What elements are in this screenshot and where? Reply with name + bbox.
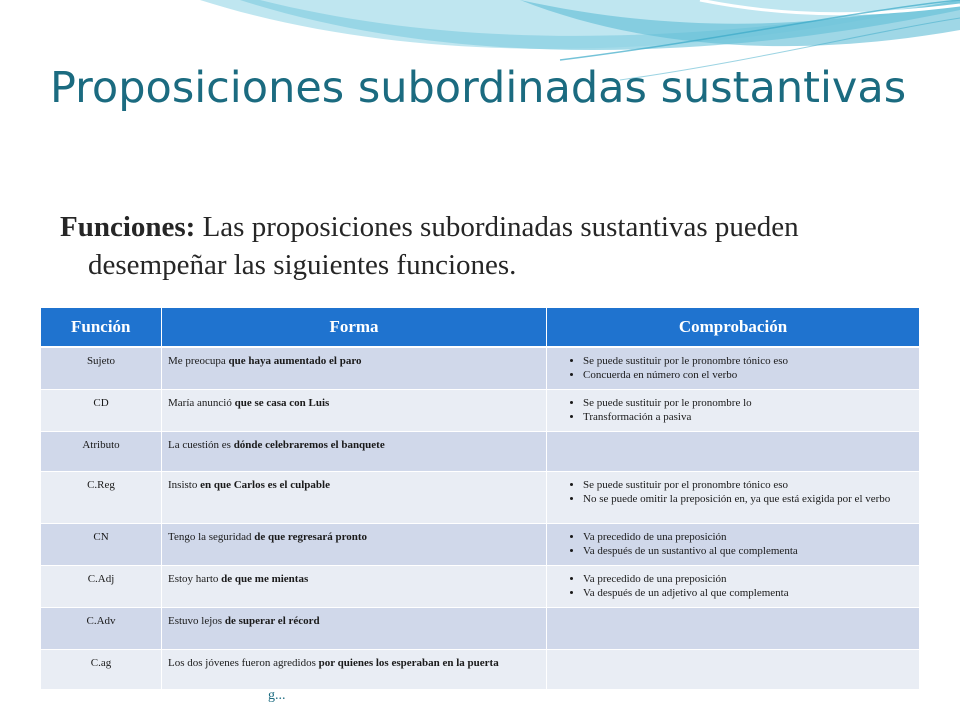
intro-label: Funciones: (60, 211, 196, 243)
cell-funcion: Atributo (41, 431, 162, 471)
list-item: • No se puede omitir la preposición en, ya que está exigida por el verbo (583, 492, 913, 506)
table-row (41, 431, 920, 471)
forma-subordinate: dónde celebraremos el banquete (233, 438, 385, 451)
intro-paragraph (60, 208, 920, 284)
list-item: • Se puede sustituir por le pronombre lo (583, 396, 913, 410)
cell-forma (162, 471, 547, 523)
cell-comprobacion (547, 431, 920, 471)
list-item: • Va después de un sustantivo al que complementa (583, 544, 913, 558)
forma-text: María anunció (168, 396, 235, 409)
functions-table (40, 308, 920, 690)
comprobacion-list (553, 396, 913, 424)
table-row (41, 649, 920, 689)
table-row (41, 471, 920, 523)
cell-comprobacion (547, 471, 920, 523)
table-header-row (41, 308, 920, 347)
header-forma: Forma (162, 308, 547, 347)
cell-comprobacion (547, 607, 920, 649)
list-item: • Concuerda en número con el verbo (583, 368, 913, 382)
cell-comprobacion (547, 565, 920, 607)
forma-text: Insisto (168, 478, 201, 491)
forma-text: Tengo la seguridad (168, 530, 255, 543)
cell-forma (162, 389, 547, 431)
comprobacion-list (553, 572, 913, 600)
header-comprobacion: Comprobación (547, 308, 920, 347)
intro-text: Las proposiciones subordinadas sustantivas pueden desempeñar las siguientes funciones. (88, 211, 799, 281)
table-row (41, 389, 920, 431)
list-item: • Se puede sustituir por el pronombre tónico eso (583, 478, 913, 492)
forma-subordinate: por quienes los esperaban en la puerta (318, 656, 499, 669)
forma-subordinate: en que Carlos es el culpable (200, 478, 330, 491)
table-row (41, 607, 920, 649)
cell-forma (162, 523, 547, 565)
table-row (41, 523, 920, 565)
cell-funcion: C.ag (41, 649, 162, 689)
forma-text: La cuestión es (168, 438, 234, 451)
forma-text: Estoy harto (168, 572, 222, 585)
forma-subordinate: de que me mientas (221, 572, 309, 585)
footer-caption: g... (268, 688, 286, 703)
comprobacion-list (553, 478, 913, 506)
cell-comprobacion (547, 389, 920, 431)
cell-forma (162, 431, 547, 471)
forma-text: Los dos jóvenes fueron agredidos (168, 656, 319, 669)
table-row (41, 565, 920, 607)
cell-forma (162, 347, 547, 389)
cell-comprobacion (547, 523, 920, 565)
table-row (41, 347, 920, 389)
cell-funcion: C.Adv (41, 607, 162, 649)
forma-text: Estuvo lejos (168, 614, 225, 627)
list-item: • Va precedido de una preposición (583, 530, 913, 544)
header-funcion: Función (41, 308, 162, 347)
forma-subordinate: que haya aumentado el paro (228, 355, 362, 367)
cell-funcion: C.Adj (41, 565, 162, 607)
forma-subordinate: que se casa con Luis (234, 396, 330, 409)
comprobacion-list (553, 354, 913, 382)
list-item: • Transformación a pasiva (583, 410, 913, 424)
slide-title: Proposiciones subordinadas sustantivas (50, 63, 907, 113)
cell-comprobacion (547, 347, 920, 389)
cell-funcion: C.Reg (41, 471, 162, 523)
cell-funcion: CD (41, 389, 162, 431)
cell-forma (162, 607, 547, 649)
forma-text: Me preocupa (168, 355, 229, 367)
cell-comprobacion (547, 649, 920, 689)
list-item: • Va después de un adjetivo al que complementa (583, 586, 913, 600)
cell-funcion: Sujeto (41, 347, 162, 389)
forma-subordinate: de superar el récord (224, 614, 320, 627)
list-item: • Va precedido de una preposición (583, 572, 913, 586)
list-item: • Se puede sustituir por le pronombre tónico eso (583, 354, 913, 368)
cell-forma (162, 649, 547, 689)
cell-forma (162, 565, 547, 607)
comprobacion-list (553, 530, 913, 558)
cell-funcion: CN (41, 523, 162, 565)
forma-subordinate: de que regresará pronto (254, 530, 368, 543)
